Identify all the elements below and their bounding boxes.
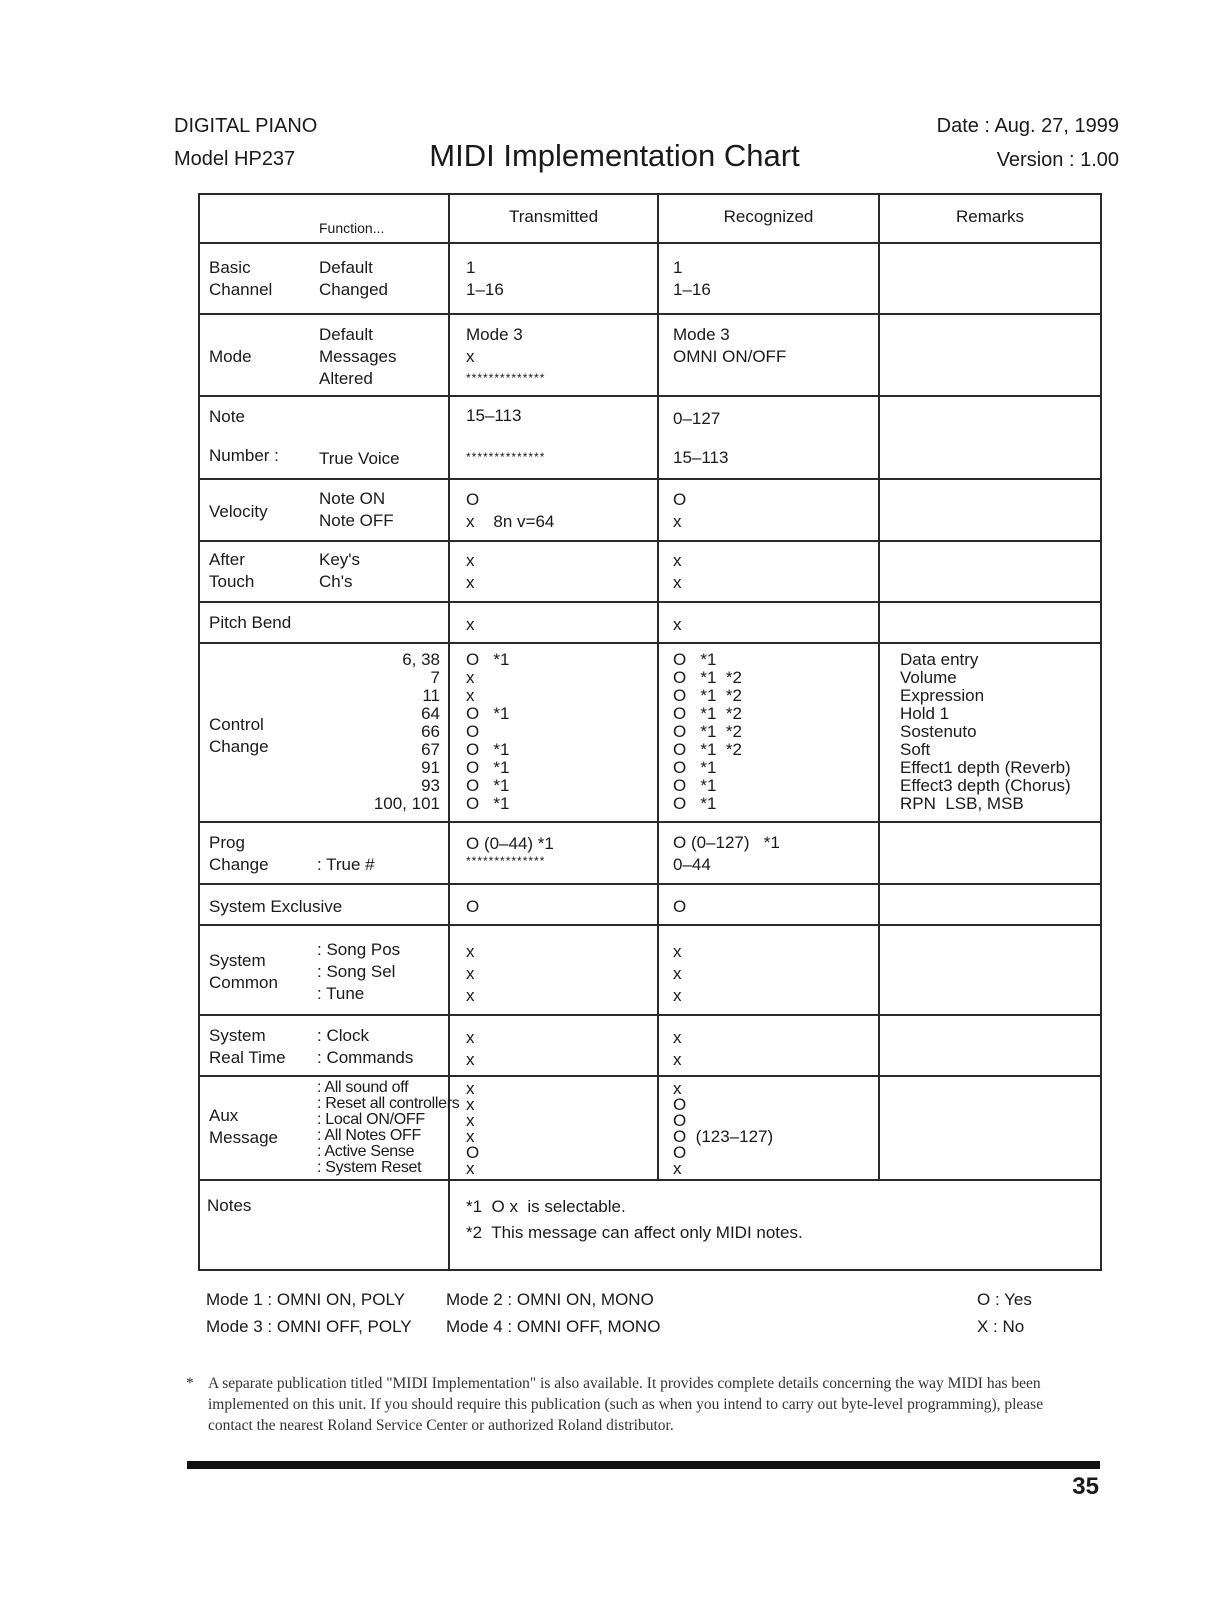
table-row <box>199 602 1101 643</box>
notes-text: *1 O x is selectable. *2 This message can affect only MIDI notes. <box>466 1197 803 1242</box>
recognized-value: 0–127 <box>673 409 721 428</box>
footnote <box>186 1373 1066 1436</box>
chart-date: Date : Aug. 27, 1999 <box>936 115 1119 137</box>
function-sub-label: True Voice <box>319 449 400 468</box>
function-sub-label: Default Messages Altered <box>319 325 397 388</box>
transmitted-value: O <box>466 897 480 916</box>
recognized-value: O (0–127) *1 0–44 <box>673 833 780 874</box>
function-sub-label: Key's Ch's <box>319 550 361 591</box>
footnote-text: A separate publication titled "MIDI Implementation" is also available. It provides complete details concerning the way MIDI has been implemented on this unit. If you should require this publication (such as when you intend to carry out byte-level programming), please contact the nearest Roland Service Center or authorized Roland distributor. <box>208 1375 1044 1434</box>
transmitted-value: O *1 x x O *1 O O *1 O *1 O *1 O *1 <box>466 650 510 813</box>
transmitted-stars: ************** <box>466 450 546 464</box>
transmitted-value: Mode 3 x <box>466 325 523 366</box>
table-row <box>199 1015 1101 1076</box>
transmitted-stars: ************** <box>466 854 546 868</box>
table-row <box>199 1180 1101 1270</box>
transmitted-header: Transmitted <box>508 207 599 226</box>
recognized-value: x O O O (123–127) O x <box>673 1079 774 1178</box>
transmitted-value: x <box>466 615 475 634</box>
function-label: Basic Channel <box>209 258 273 299</box>
recognized-value: x x x <box>673 942 682 1005</box>
transmitted-value: x x x x O x <box>466 1079 480 1178</box>
recognized-value: O x <box>673 490 687 531</box>
table-row <box>199 314 1101 396</box>
function-sub-label: Default Changed <box>319 258 389 299</box>
chart-version: Version : 1.00 <box>996 149 1119 171</box>
mode-1-legend: Mode 1 : OMNI ON, POLY <box>206 1290 406 1309</box>
transmitted-value: 15–113 <box>466 406 522 425</box>
table-row <box>199 884 1101 925</box>
table-row <box>199 1076 1101 1180</box>
table-row <box>199 822 1101 884</box>
transmitted-value: O x 8n v=64 <box>466 490 555 531</box>
recognized-value: O <box>673 897 687 916</box>
control-numbers: 6, 38 7 11 64 66 67 91 93 100, 101 <box>373 650 440 813</box>
recognized-value: O *1 O *1 *2 O *1 *2 O *1 *2 O *1 *2 O *1 *2 O *1 O *1 O *1 <box>673 650 742 813</box>
mode-3-legend: Mode 3 : OMNI OFF, POLY <box>206 1317 412 1336</box>
recognized-value: x x <box>673 551 682 592</box>
function-label-2: Number : <box>209 446 279 465</box>
footnote-mark: * <box>186 1375 194 1392</box>
midi-implementation-table <box>198 193 1102 1271</box>
yes-legend: O : Yes <box>977 1290 1032 1309</box>
function-label: System Common <box>209 951 278 992</box>
table-row <box>199 925 1101 1015</box>
recognized-value: x x <box>673 1028 682 1069</box>
remarks-header: Remarks <box>955 207 1024 226</box>
function-label: Pitch Bend <box>209 613 292 632</box>
transmitted-stars: ************** <box>466 371 546 385</box>
function-sub-label: : Clock : Commands <box>317 1026 414 1067</box>
model-name: Model HP237 <box>174 148 296 170</box>
product-name: DIGITAL PIANO <box>174 115 318 137</box>
recognized-header: Recognized <box>723 207 814 226</box>
function-sub-label: : All sound off : Reset all controllers : Local ON/OFF : All Notes OFF : Active Sense : System Reset <box>317 1079 460 1176</box>
mode-2-legend: Mode 2 : OMNI ON, MONO <box>446 1290 654 1309</box>
remarks-value: Data entry Volume Expression Hold 1 Sostenuto Soft Effect1 depth (Reverb) Effect3 depth (Chorus) RPN LSB, MSB <box>900 650 1071 813</box>
function-label: Note <box>209 407 245 426</box>
transmitted-value: x x x <box>466 942 475 1005</box>
footer-rule <box>187 1461 1100 1469</box>
function-label: System Exclusive <box>209 897 343 916</box>
table-row <box>199 396 1101 479</box>
table-header-row <box>199 194 1101 243</box>
function-label: System Real Time <box>209 1026 286 1067</box>
function-label: Mode <box>209 347 252 366</box>
function-label: Velocity <box>209 502 268 521</box>
function-sub-label: : True # <box>317 855 375 874</box>
page-title: MIDI Implementation Chart <box>429 138 800 173</box>
table-row <box>199 479 1101 541</box>
function-sub-label: : Song Pos : Song Sel : Tune <box>317 940 401 1003</box>
recognized-value: 1 1–16 <box>673 258 711 299</box>
table-row <box>199 643 1101 822</box>
function-label: Notes <box>207 1196 252 1215</box>
transmitted-value: O (0–44) *1 <box>466 834 554 853</box>
transmitted-value: x x <box>466 551 475 592</box>
table-row <box>199 541 1101 602</box>
page-number: 35 <box>1072 1473 1099 1500</box>
no-legend: X : No <box>977 1317 1025 1336</box>
function-label: Control Change <box>209 715 269 756</box>
function-label: Prog Change <box>209 833 269 874</box>
function-sub-label: Note ON Note OFF <box>319 489 394 530</box>
function-label: After Touch <box>209 550 255 591</box>
recognized-value-2: 15–113 <box>673 448 729 467</box>
mode-4-legend: Mode 4 : OMNI OFF, MONO <box>446 1317 661 1336</box>
transmitted-value: 1 1–16 <box>466 258 504 299</box>
transmitted-value: x x <box>466 1028 475 1069</box>
table-row <box>199 243 1101 314</box>
function-label: Aux Message <box>209 1106 278 1147</box>
recognized-value: Mode 3 OMNI ON/OFF <box>673 325 787 366</box>
function-header: Function... <box>319 220 385 236</box>
recognized-value: x <box>673 615 682 634</box>
